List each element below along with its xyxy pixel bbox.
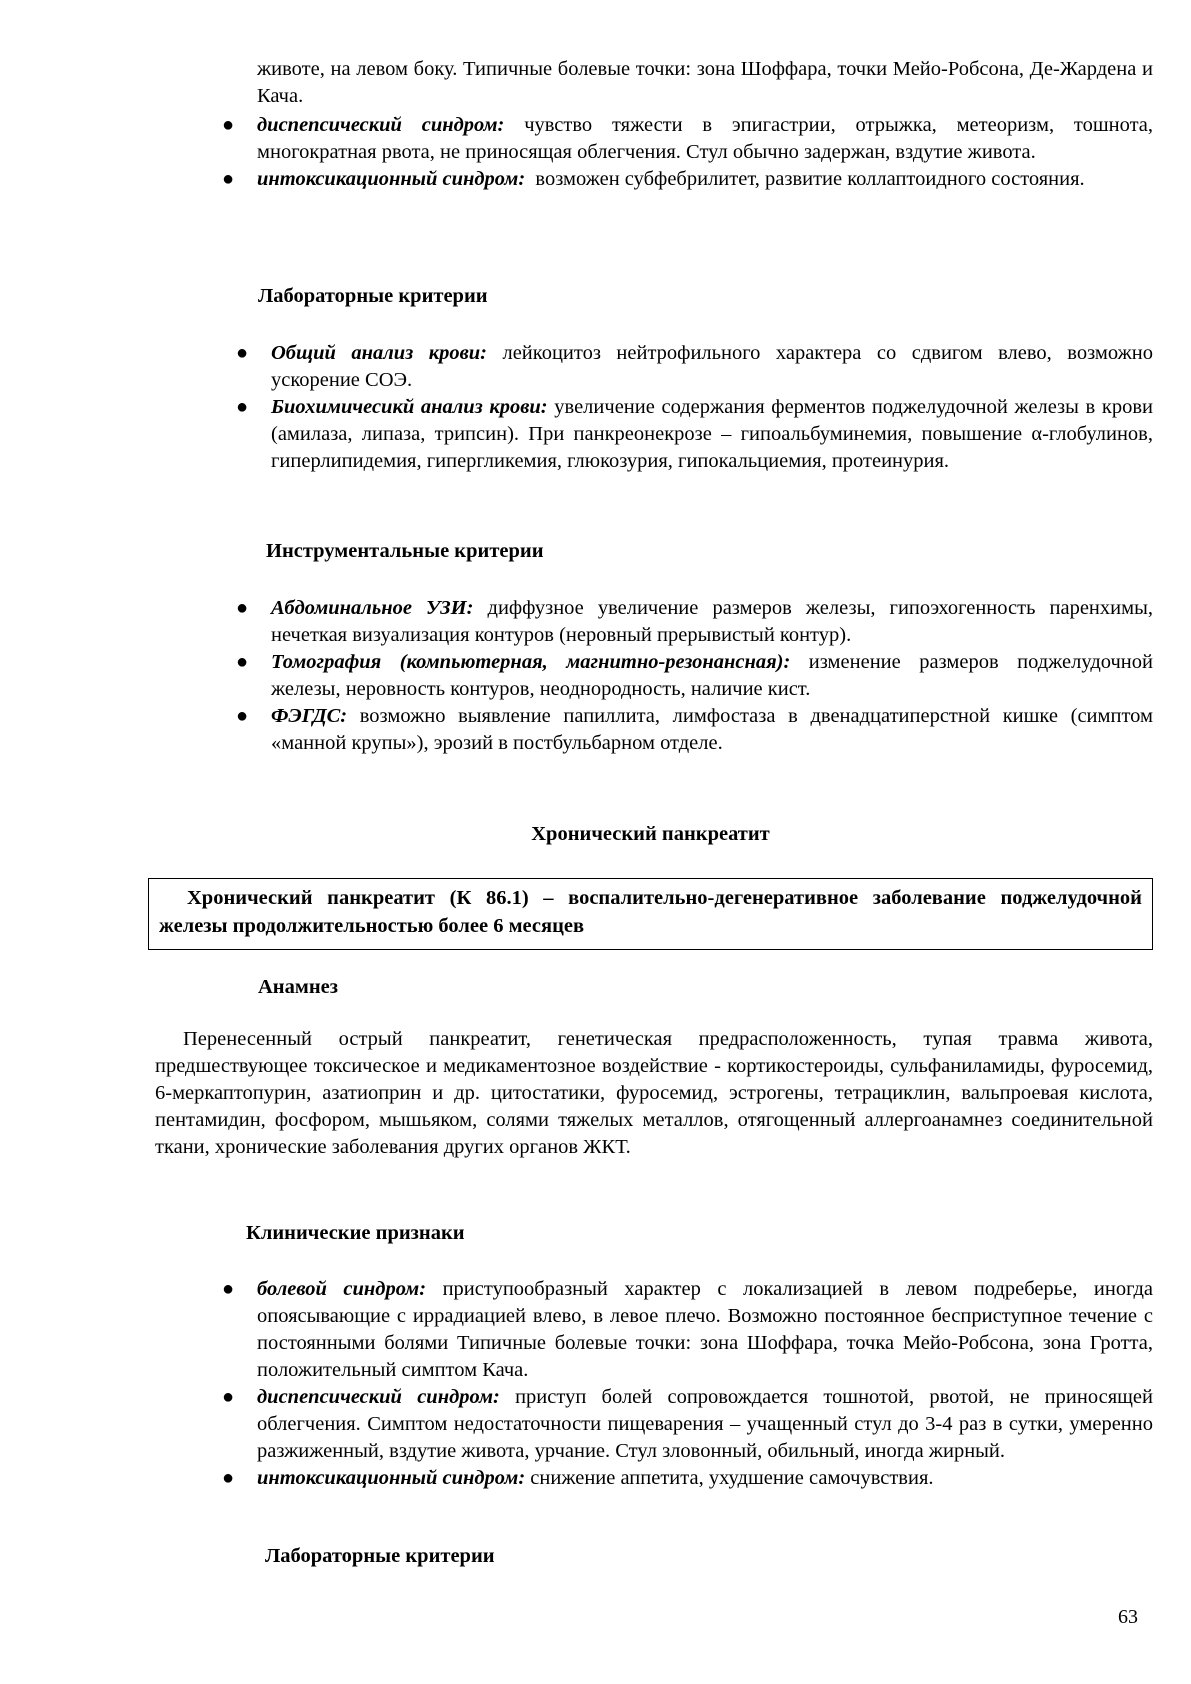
bullet-icon: ● <box>236 597 249 619</box>
bullet-icon: ● <box>236 396 249 418</box>
list-item-term: болевой синдром: <box>257 1278 427 1300</box>
list-item-term: ФЭГДС: <box>271 705 348 727</box>
list-item-term: интоксикационный синдром: <box>257 1467 526 1489</box>
list-item-term: Биохимичесикй анализ крови: <box>271 396 548 418</box>
page-number: 63 <box>1118 1606 1138 1628</box>
list-item <box>236 595 1153 649</box>
bullet-icon: ● <box>222 114 235 136</box>
list-item-text: лейкоцитоз нейтрофильного характера со сдвигом влево, возможно ускорение СОЭ. <box>271 342 1153 391</box>
list-item-text: приступ болей сопровождается тошнотой, рвотой, не приносящей облегчения. Симптом недостаточности пищеварения – учащенный стул до 3-4 раз в сутки, умеренно разжиженный, вздутие живота, урчание. Стул зловонный, обильный, иногда жирный. <box>257 1386 1153 1462</box>
lab-criteria-heading: Лабораторные критерии <box>258 285 488 307</box>
bullet-icon: ● <box>222 1386 235 1408</box>
clinical-signs-heading: Клинические признаки <box>246 1222 465 1244</box>
list-item <box>222 112 1153 166</box>
list-item <box>236 649 1153 703</box>
lab-criteria-list <box>236 340 1153 475</box>
list-item-text: изменение размеров поджелудочной железы, неровность контуров, неоднородность, наличие кист. <box>271 651 1153 700</box>
list-item-text: возможен субфебрилитет, развитие коллаптоидного состояния. <box>525 168 1085 190</box>
bullet-icon: ● <box>236 705 249 727</box>
list-item-text: увеличение содержания ферментов поджелудочной железы в крови (амилаза, липаза, трипсин). При панкреонекрозе – гипоальбуминемия, повышение α-глобулинов, гиперлипидемия, гипергликемия, глюкозурия, гипокальциемия, протеинурия. <box>271 396 1153 472</box>
lab-criteria-heading-2: Лабораторные критерии <box>265 1545 495 1567</box>
list-item <box>222 1276 1153 1384</box>
bullet-icon: ● <box>222 1467 235 1489</box>
chronic-clinical-list <box>222 1276 1153 1492</box>
list-item-term: Томография (компьютерная, магнитно-резонансная): <box>271 651 791 673</box>
definition-box: Хронический панкреатит (К 86.1) – воспалительно-дегенеративное заболевание поджелудочной железы продолжительностью более 6 месяцев <box>148 878 1153 950</box>
bullet-icon: ● <box>236 651 249 673</box>
list-item-text: возможно выявление папиллита, лимфостаза в двенадцатиперстной кишке (симптом «манной крупы»), эрозий в постбульбарном отделе. <box>271 705 1153 754</box>
list-item-term: интоксикационный синдром: <box>257 168 526 190</box>
acute-clinical-list <box>222 112 1153 193</box>
list-item <box>222 1384 1153 1465</box>
chronic-section-heading: Хронический панкреатит <box>531 823 770 845</box>
list-item-term: Общий анализ крови: <box>271 342 487 364</box>
intro-text: животе, на левом боку. Типичные болевые точки: зона Шоффара, точки Мейо-Робсона, Де-Жардена и Кача. <box>257 58 1153 107</box>
list-item-term: диспепсический синдром: <box>257 114 505 136</box>
bullet-icon: ● <box>222 1278 235 1300</box>
instrumental-criteria-list <box>236 595 1153 757</box>
list-item-text: приступообразный характер с локализацией в левом подреберье, иногда опоясывающие с иррадиацией влево, в левое плечо. Возможно постоянное бесприступное течение с постоянными болями Типичные болевые точки: зона Шоффара, точка Мейо-Робсона, зона Гротта, положительный симптом Кача. <box>257 1278 1153 1381</box>
bullet-icon: ● <box>236 342 249 364</box>
list-item-term: Абдоминальное УЗИ: <box>271 597 474 619</box>
anamnesis-heading: Анамнез <box>258 976 338 998</box>
list-item <box>236 340 1153 394</box>
list-item-text: снижение аппетита, ухудшение самочувствия. <box>525 1467 934 1489</box>
anamnesis-paragraph: Перенесенный острый панкреатит, генетическая предрасположенность, тупая травма живота, предшествующее токсическое и медикаментозное воздействие - кортикостероиды, сульфаниламиды, фуросемид, 6-меркаптопурин, азатиоприн и др. цитостатики, фуросемид, эстрогены, тетрациклин, вальпроевая кислота, пентамидин, фосфором, мышьяком, солями тяжелых металлов, отягощенный аллергоанамнез соединительной ткани, хронические заболевания других органов ЖКТ. <box>155 1028 1153 1158</box>
instrumental-criteria-heading: Инструментальные критерии <box>266 540 544 562</box>
list-item <box>222 1465 1153 1492</box>
list-item <box>236 394 1153 475</box>
list-item <box>236 703 1153 757</box>
list-item-text: диффузное увеличение размеров железы, гипоэхогенность паренхимы, нечеткая визуализация контуров (неровный прерывистый контур). <box>271 597 1153 646</box>
intro-paragraph <box>257 56 1153 110</box>
bullet-icon: ● <box>222 168 235 190</box>
list-item-term: диспепсический синдром: <box>257 1386 500 1408</box>
list-item <box>222 166 1153 193</box>
list-item-text: чувство тяжести в эпигастрии, отрыжка, метеоризм, тошнота, многократная рвота, не приносящая облегчения. Стул обычно задержан, вздутие живота. <box>257 114 1153 163</box>
